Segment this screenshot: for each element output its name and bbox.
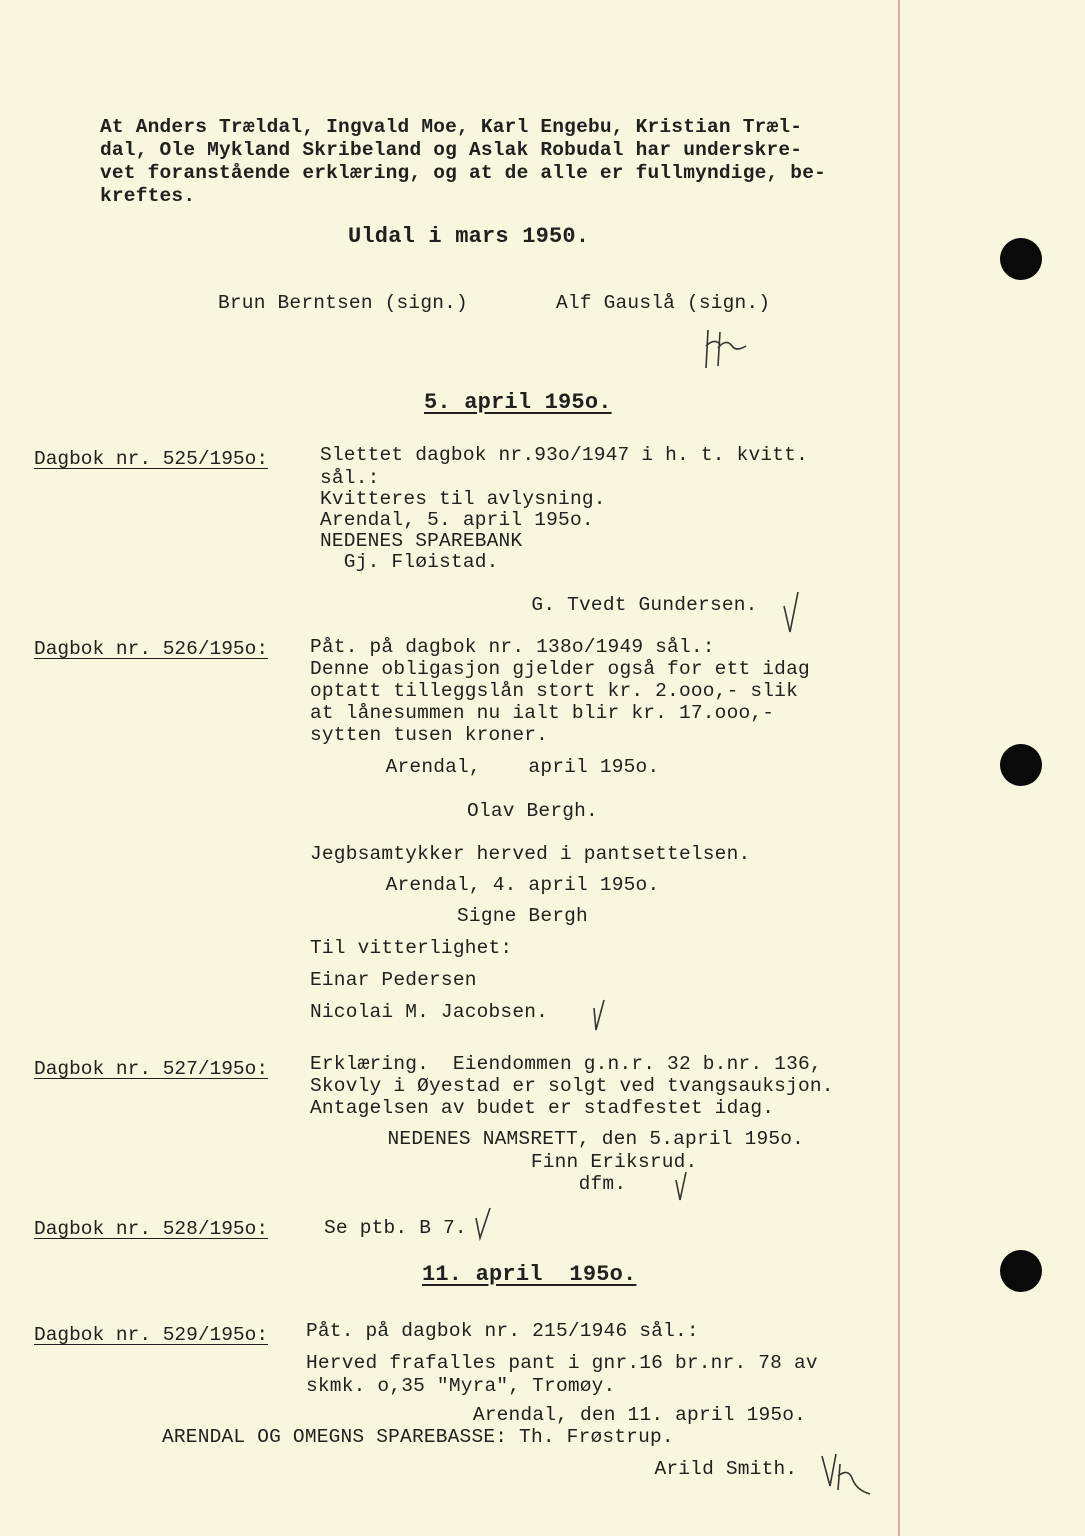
signer-name: Brun Berntsen (sign.) (218, 292, 468, 314)
entry-line: Til vitterlighet: (310, 937, 513, 959)
entry-label: Dagbok nr. 529/195o: (34, 1324, 269, 1346)
check-mark (672, 1170, 696, 1206)
handwritten-initials (818, 1450, 878, 1498)
entry-line: Signe Bergh (338, 905, 588, 927)
entry-line: sytten tusen kroner. (310, 724, 549, 746)
entry-line: optatt tilleggslån stort kr. 2.ooo,- slik (310, 680, 798, 702)
entry-line: G. Tvedt Gundersen. (460, 594, 758, 616)
entry-line: Arendal, den 11. april 195o. (330, 1404, 807, 1426)
place-date: Uldal i mars 1950. (348, 224, 590, 249)
entry-line: Erklæring. Eiendommen g.n.r. 32 b.nr. 136, (310, 1053, 822, 1075)
check-mark (472, 1206, 496, 1242)
entry-line: NEDENES NAMSRETT, den 5.april 195o. (328, 1128, 805, 1150)
entry-label: Dagbok nr. 525/195o: (34, 448, 269, 470)
entry-line: Herved frafalles pant i gnr.16 br.nr. 78 av (306, 1352, 818, 1374)
entry-line: Nicolai M. Jacobsen. (310, 1001, 549, 1023)
entry-line: NEDENES SPAREBANK (320, 530, 523, 552)
entry-line: Finn Eriksrud. (388, 1151, 698, 1173)
entry-line: Arendal, 4. april 195o. (338, 874, 660, 896)
entry-line: Arendal, april 195o. (338, 756, 660, 778)
punch-hole (1000, 1250, 1042, 1292)
intro-line: vet foranstående erklæring, og at de alle er fullmyndige, be- (100, 162, 827, 184)
intro-line: kreftes. (100, 185, 196, 207)
entry-line: Olav Bergh. (348, 800, 598, 822)
entry-line: Kvitteres til avlysning. (320, 488, 606, 510)
entry-line: Arendal, 5. april 195o. (320, 509, 594, 531)
entry-line: Antagelsen av budet er stadfestet idag. (310, 1097, 775, 1119)
check-mark (588, 996, 612, 1036)
punch-hole (1000, 744, 1042, 786)
intro-line: dal, Ole Mykland Skribeland og Aslak Robudal har underskre- (100, 139, 803, 161)
entry-line: Jegbsamtykker herved i pantsettelsen. (310, 843, 751, 865)
entry-line: Påt. på dagbok nr. 215/1946 sål.: (306, 1320, 699, 1342)
entry-line: skmk. o,35 "Myra", Tromøy. (306, 1375, 616, 1397)
entry-label: Dagbok nr. 528/195o: (34, 1218, 269, 1240)
entry-line: ARENDAL OG OMEGNS SPAREBASSE: Th. Frøstrup. (162, 1426, 674, 1448)
entry-label: Dagbok nr. 527/195o: (34, 1058, 269, 1080)
check-mark (780, 588, 804, 638)
entry-line: Påt. på dagbok nr. 138o/1949 sål.: (310, 636, 715, 658)
entry-line: at lånesummen nu ialt blir kr. 17.ooo,- (310, 702, 775, 724)
entry-line: dfm. (412, 1173, 627, 1195)
handwritten-initials (700, 324, 760, 374)
entry-line: Slettet dagbok nr.93o/1947 i h. t. kvitt. (320, 444, 808, 466)
entry-line: Se ptb. B 7. (324, 1217, 467, 1239)
entry-line: Gj. Fløistad. (320, 551, 499, 573)
entry-line: Arild Smith. (226, 1458, 798, 1480)
section-date: 5. april 195o. (424, 390, 612, 415)
entry-line: Skovly i Øyestad er solgt ved tvangsauksjon. (310, 1075, 834, 1097)
signer-name: Alf Gauslå (sign.) (556, 292, 771, 314)
entry-line: sål.: (320, 467, 380, 489)
margin-rule (898, 0, 900, 1536)
section-date: 11. april 195o. (422, 1262, 637, 1287)
entry-label: Dagbok nr. 526/195o: (34, 638, 269, 660)
entry-line: Denne obligasjon gjelder også for ett idag (310, 658, 810, 680)
intro-line: At Anders Trældal, Ingvald Moe, Karl Engebu, Kristian Træl- (100, 116, 803, 138)
punch-hole (1000, 238, 1042, 280)
entry-line: Einar Pedersen (310, 969, 477, 991)
